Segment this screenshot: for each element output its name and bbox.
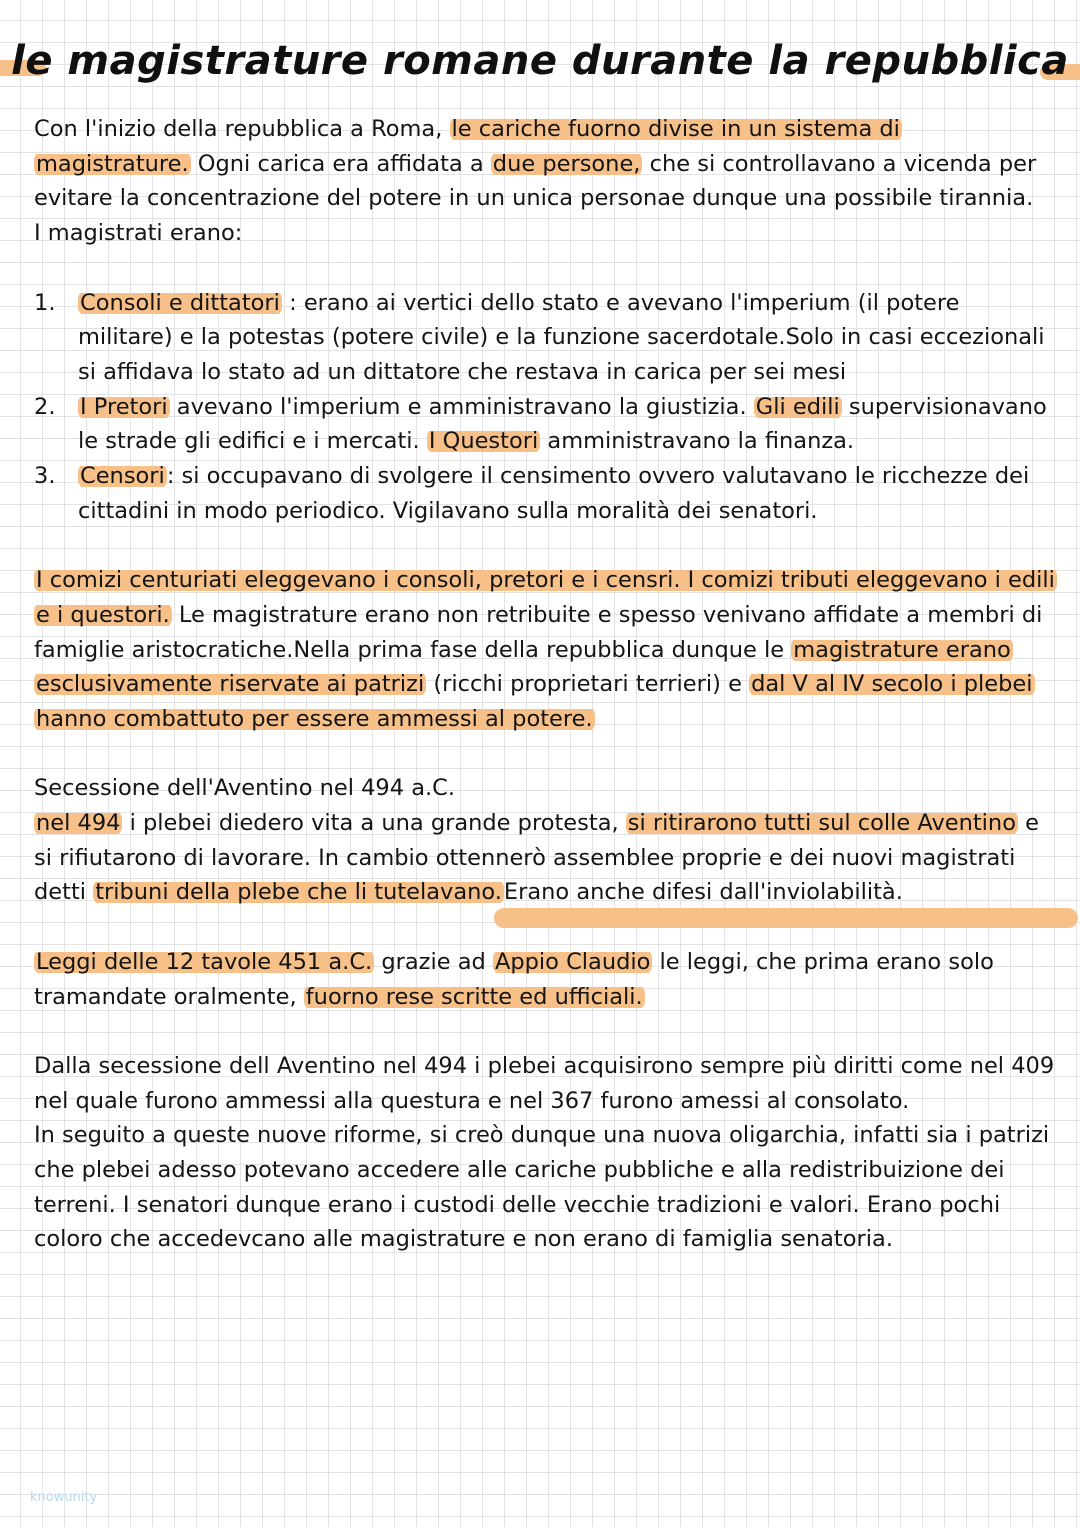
secessione-highlight-1: nel 494 — [36, 810, 121, 837]
secessione-text-3: Erano anche difesi dall'inviolabilità. — [503, 879, 903, 906]
list-text: amministravano la finanza. — [540, 428, 855, 455]
comizi-highlight-2: magistrature erano esclusivamente riservate ai patrizi — [36, 636, 1011, 698]
list-number: 2. — [34, 393, 56, 420]
list-highlight: Consoli e dittatori — [80, 289, 280, 316]
note-content — [34, 112, 1060, 1257]
secessione-highlight-3: tribuni della plebe che li tutelavano. — [95, 879, 502, 906]
list-item — [34, 390, 1060, 459]
list-highlight: I Pretori — [80, 393, 168, 420]
intro-highlight-2: due persone, — [492, 150, 641, 177]
leggi-highlight-1: Leggi delle 12 tavole 451 a.C. — [36, 948, 373, 975]
leggi-text-1: grazie ad — [374, 948, 493, 975]
list-text: avevano l'imperium e amministravano la giustizia. — [169, 393, 754, 420]
page-title: le magistrature romane durante la repubblica — [11, 38, 1069, 84]
list-text: : erano ai vertici dello stato e avevano l'imperium (il potere militare) e la potestas (potere civile) e la funzione sacerdotale.Solo in casi eccezionali si affidava lo stato ad un dittatore che restava in carica per sei mesi — [78, 289, 1045, 385]
secessione-paragraph — [34, 806, 1060, 910]
list-text: : si occupavano di svolgere il censimento ovvero valutavano le ricchezze dei cittadini in modo periodico. Vigilavano sulla moralità dei senatori. — [78, 463, 1030, 524]
leggi-paragraph — [34, 945, 1060, 1014]
secessione-highlight-2: si ritirarono tutti sul colle Aventino — [627, 810, 1016, 837]
intro-text-1: Con l'inizio della repubblica a Roma, — [34, 116, 450, 142]
list-highlight: I Questori — [428, 428, 539, 455]
finale-paragraph-1: Dalla secessione dell Aventino nel 494 i plebei acquisirono sempre più diritti come nel 409 nel quale furono ammessi alla questura e nel 367 furono amessi al consolato. — [34, 1052, 1055, 1114]
list-number: 1. — [34, 289, 56, 316]
secessione-text-1: i plebei diedero vita a una grande protesta, — [122, 810, 626, 837]
list-highlight: Gli edili — [755, 393, 840, 420]
comizi-highlight-3: dal V al IV secolo i plebei hanno combattuto per essere ammessi al potere. — [36, 671, 1033, 732]
intro-highlight-1: le cariche fuorno divise in un sistema di magistrature. — [36, 116, 900, 177]
leggi-text-2: le leggi, che prima erano solo tramandate oralmente, — [34, 948, 994, 1010]
secessione-heading: Secessione dell'Aventino nel 494 a.C. — [34, 775, 456, 802]
comizi-text-2: (ricchi proprietari terrieri) e — [426, 671, 750, 698]
intro-line-2: I magistrati erano: — [34, 220, 243, 247]
magistrati-list — [34, 286, 1060, 529]
comizi-text-1: Le magistrature erano non retribuite e spesso venivano affidate a membri di famiglie aristocratiche.Nella prima fase della repubblica dunque le — [34, 601, 1043, 663]
intro-paragraph — [34, 112, 1060, 216]
list-item — [34, 459, 1060, 528]
intro-text-2: Ogni carica era affidata a — [190, 150, 491, 177]
leggi-highlight-2: Appio Claudio — [494, 948, 651, 975]
watermark-logo: knowunity — [30, 1490, 98, 1505]
list-highlight: Censori — [80, 463, 165, 490]
secessione-text-2: e si rifiutarono di lavorare. In cambio ottennerò assemblee proprie e dei nuovi magistrati detti — [34, 810, 1039, 906]
leggi-highlight-3: fuorno rese scritte ed ufficiali. — [305, 983, 643, 1010]
list-item — [34, 286, 1060, 390]
list-number: 3. — [34, 463, 56, 490]
comizi-highlight-1: I comizi centuriati eleggevano i consoli, pretori e i censri. I comizi tributi eleggevano i edili e i questori. — [36, 567, 1055, 628]
comizi-paragraph — [34, 563, 1060, 737]
intro-text-3: che si controllavano a vicenda per evitare la concentrazione del potere in un unica personae dunque una possibile tirannia. — [34, 150, 1037, 212]
finale-paragraph-2: In seguito a queste nuove riforme, si creò dunque una nuova oligarchia, infatti sia i patrizi che plebei adesso potevano accedere alle cariche pubbliche e alla redistribuizione dei terreni. I senatori dunque erano i custodi delle vecchie tradizioni e valori. Erano pochi coloro che accedevcano alle magistrature e non erano di famiglia senatoria. — [34, 1122, 1050, 1253]
list-text: supervisionavano le strade gli edifici e i mercati. — [78, 393, 1047, 455]
